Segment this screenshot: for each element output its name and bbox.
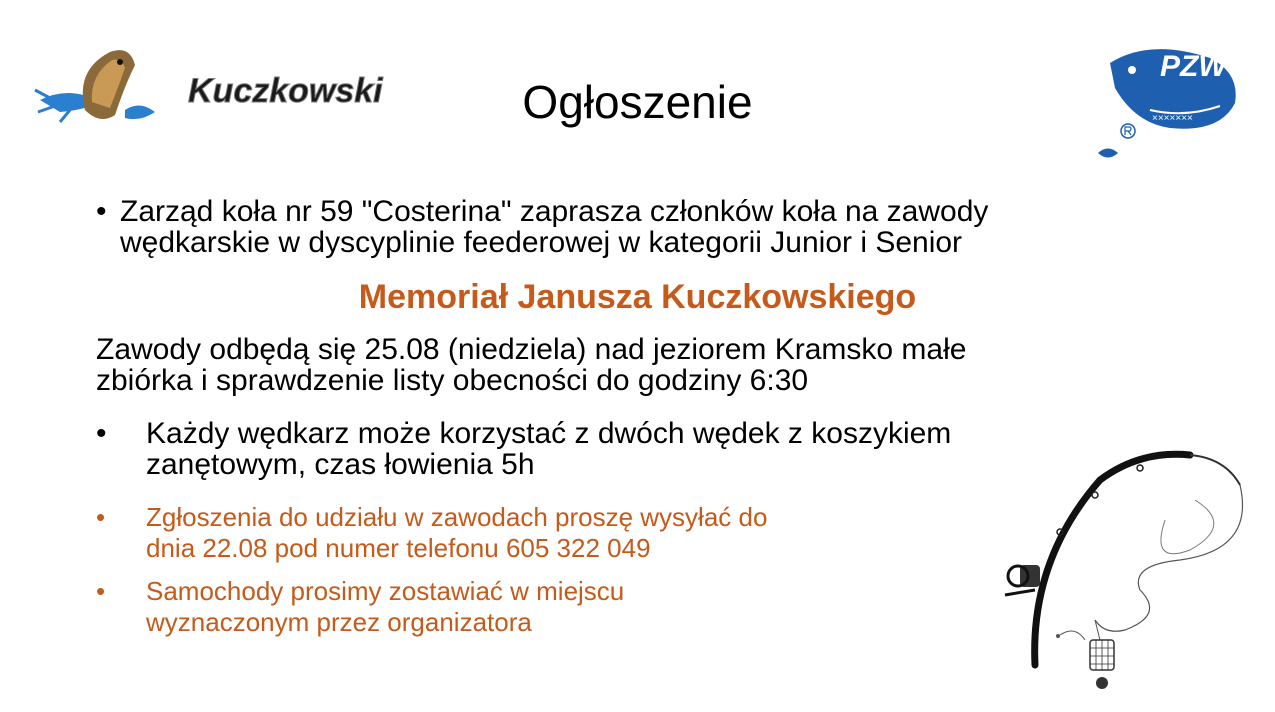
- rules-line: Każdy wędkarz może korzystać z dwóch wędek z koszykiem: [146, 417, 952, 450]
- bullet-marker: •: [96, 576, 106, 606]
- svg-text:×××××××: ×××××××: [1152, 113, 1193, 124]
- parking-bullet: [96, 576, 916, 638]
- page-title: Ogłoszenie: [522, 76, 753, 128]
- parking-text: [146, 576, 624, 638]
- parking-line: Samochody prosimy zostawiać w miejscu: [146, 576, 625, 606]
- memorial-heading: Memoriał Janusza Kuczkowskiego: [358, 278, 917, 316]
- event-details: [96, 334, 1196, 396]
- bullet-marker: •: [96, 502, 106, 532]
- registration-line: dnia 22.08 pod numer telefonu 605 322 049: [146, 533, 651, 563]
- fishing-rod-icon: [990, 440, 1260, 705]
- rules-line: zanętowym, czas łowienia 5h: [146, 448, 535, 481]
- left-logo-text: Kuczkowski: [188, 72, 383, 110]
- details-line: zbiórka i sprawdzenie listy obecności do godziny 6:30: [96, 364, 809, 397]
- details-line: Zawody odbędą się 25.08 (niedziela) nad jeziorem Kramsko małe: [96, 333, 967, 366]
- parking-line: wyznaczonym przez organizatora: [146, 607, 532, 637]
- intro-line: Zarząd koła nr 59 "Costerina" zaprasza członków koła na zawody: [120, 195, 989, 228]
- pzw-logo: [1090, 18, 1250, 168]
- rules-text: [146, 418, 951, 480]
- pzw-logo-text: PZW: [1160, 50, 1227, 83]
- bullet-marker: •: [96, 195, 107, 228]
- registration-bullet: [96, 502, 916, 564]
- intro-line: wędkarskie w dyscyplinie feederowej w kategorii Junior i Senior: [120, 226, 963, 259]
- rules-bullet: [96, 418, 1116, 480]
- registration-text: [146, 502, 767, 564]
- registration-line: Zgłoszenia do udziału w zawodach proszę wysyłać do: [146, 502, 768, 532]
- intro-bullet: [96, 196, 1176, 258]
- intro-text: [120, 196, 988, 258]
- bullet-marker: •: [96, 417, 107, 450]
- small-fish-icon: [1098, 149, 1118, 158]
